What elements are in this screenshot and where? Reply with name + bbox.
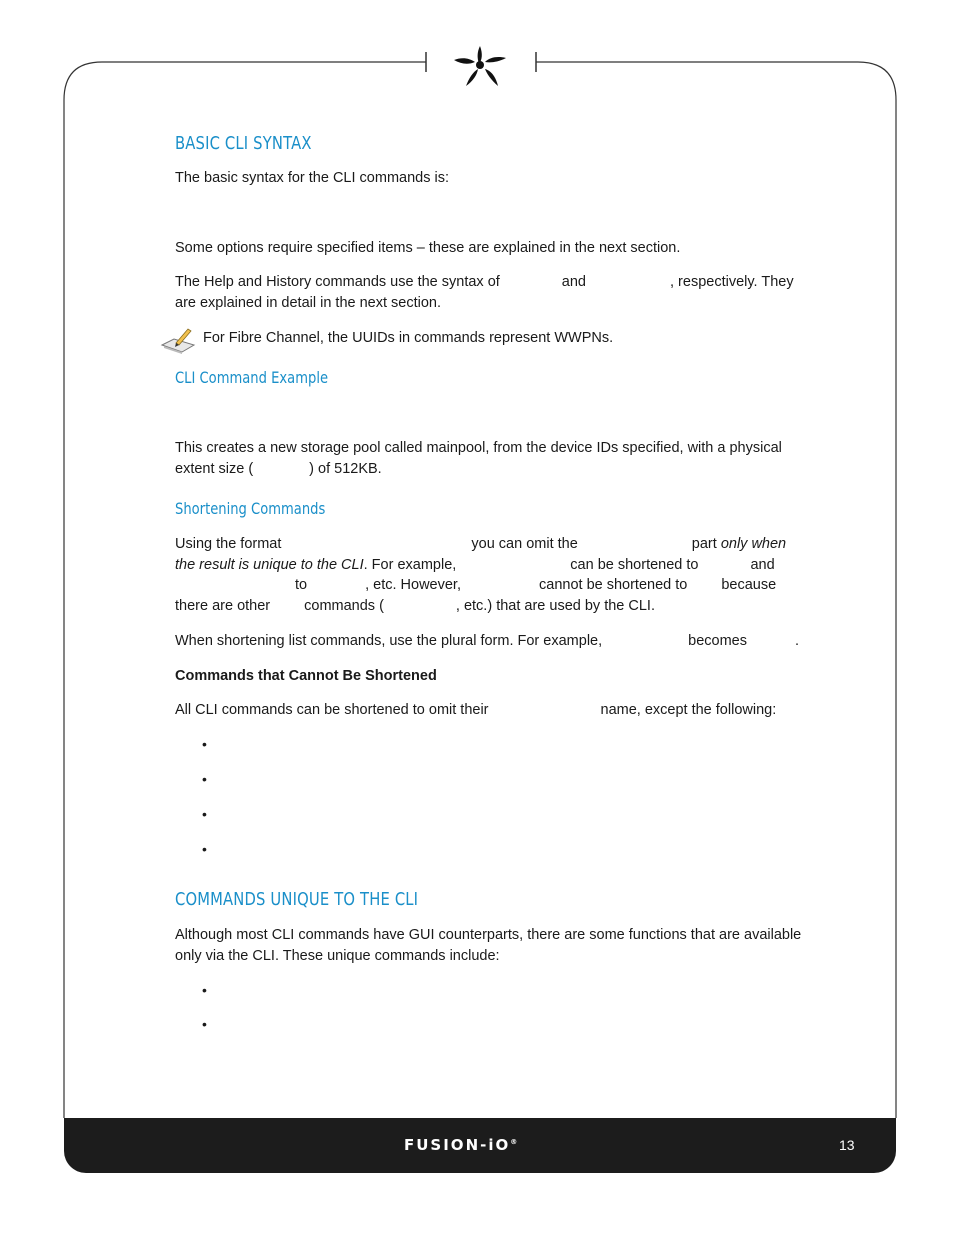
section-heading-basic-cli-syntax: BASIC CLI SYNTAX <box>175 133 312 154</box>
options-note: Some options require specified items – these are explained in the next section. <box>175 240 681 256</box>
text-fragment: part <box>691 536 717 552</box>
cannot-be-shortened-intro <box>175 700 776 721</box>
fusion-io-wordmark-logo <box>404 1136 519 1154</box>
text-fragment-italic: the result is unique to the CLI <box>175 557 364 573</box>
fibre-channel-note: For Fibre Channel, the UUIDs in commands represent WWPNs. <box>203 330 614 346</box>
text-fragment: extent size ( <box>175 461 254 477</box>
cannot-be-shortened-heading: Commands that Cannot Be Shortened <box>175 668 437 684</box>
text-fragment-italic: only when <box>720 536 787 552</box>
text-fragment: Using the format <box>175 536 282 552</box>
page-number: 13 <box>839 1137 855 1153</box>
text-fragment: name, except the following: <box>600 702 777 718</box>
text-fragment: because <box>721 577 777 593</box>
text-fragment: . <box>794 633 800 649</box>
text-fragment: and <box>561 274 586 290</box>
bullet: • <box>202 806 207 822</box>
text-fragment: When shortening list commands, use the plural form. For example, <box>175 633 603 649</box>
help-history-line-2: are explained in detail in the next section. <box>175 295 442 311</box>
note-pencil-icon <box>160 325 196 355</box>
example-description-line-2 <box>175 459 382 480</box>
text-fragment: , respectively. They <box>670 274 794 290</box>
text-fragment: and <box>750 557 775 573</box>
shortening-para-line-2 <box>175 555 775 576</box>
text-fragment: , etc. However, <box>365 577 461 593</box>
unique-commands-line-2: only via the CLI. These unique commands include: <box>175 948 500 964</box>
section-heading-commands-unique: COMMANDS UNIQUE TO THE CLI <box>175 889 419 910</box>
shortening-para-line-3 <box>175 575 776 596</box>
text-fragment: commands ( <box>304 598 384 614</box>
bullet: • <box>202 771 207 787</box>
bullet: • <box>202 1016 207 1032</box>
text-fragment: . For example, <box>363 557 457 573</box>
help-history-line-1 <box>175 272 794 293</box>
basic-syntax-intro: The basic syntax for the CLI commands is: <box>175 170 449 186</box>
example-description-line-1: This creates a new storage pool called mainpool, from the device IDs specified, with a physical <box>175 440 782 456</box>
subheading-shortening-commands: Shortening Commands <box>175 499 326 518</box>
brand-text: FUSION-iO <box>404 1136 511 1154</box>
text-fragment: , etc.) that are used by the CLI. <box>455 598 655 614</box>
bullet: • <box>202 982 207 998</box>
text-fragment: becomes <box>688 633 747 649</box>
bullet: • <box>202 841 207 857</box>
text-fragment: ) of 512KB. <box>309 461 382 477</box>
plural-form-note <box>175 631 799 652</box>
text-fragment: cannot be shortened to <box>539 577 688 593</box>
subheading-cli-command-example: CLI Command Example <box>175 368 329 387</box>
text-fragment: The Help and History commands use the syntax of <box>175 274 500 290</box>
shortening-para-line-4 <box>175 596 655 617</box>
text-fragment: there are other <box>175 598 271 614</box>
shortening-para-line-1 <box>175 534 786 555</box>
fusion-io-star-logo-icon <box>452 44 508 88</box>
text-fragment: All CLI commands can be shortened to omit their <box>175 702 489 718</box>
bullet: • <box>202 736 207 752</box>
text-fragment: can be shortened to <box>570 557 699 573</box>
registered-mark: ® <box>510 1138 520 1146</box>
text-fragment: you can omit the <box>471 536 578 552</box>
text-fragment: to <box>295 577 308 593</box>
unique-commands-line-1: Although most CLI commands have GUI counterparts, there are some functions that are available <box>175 927 802 943</box>
